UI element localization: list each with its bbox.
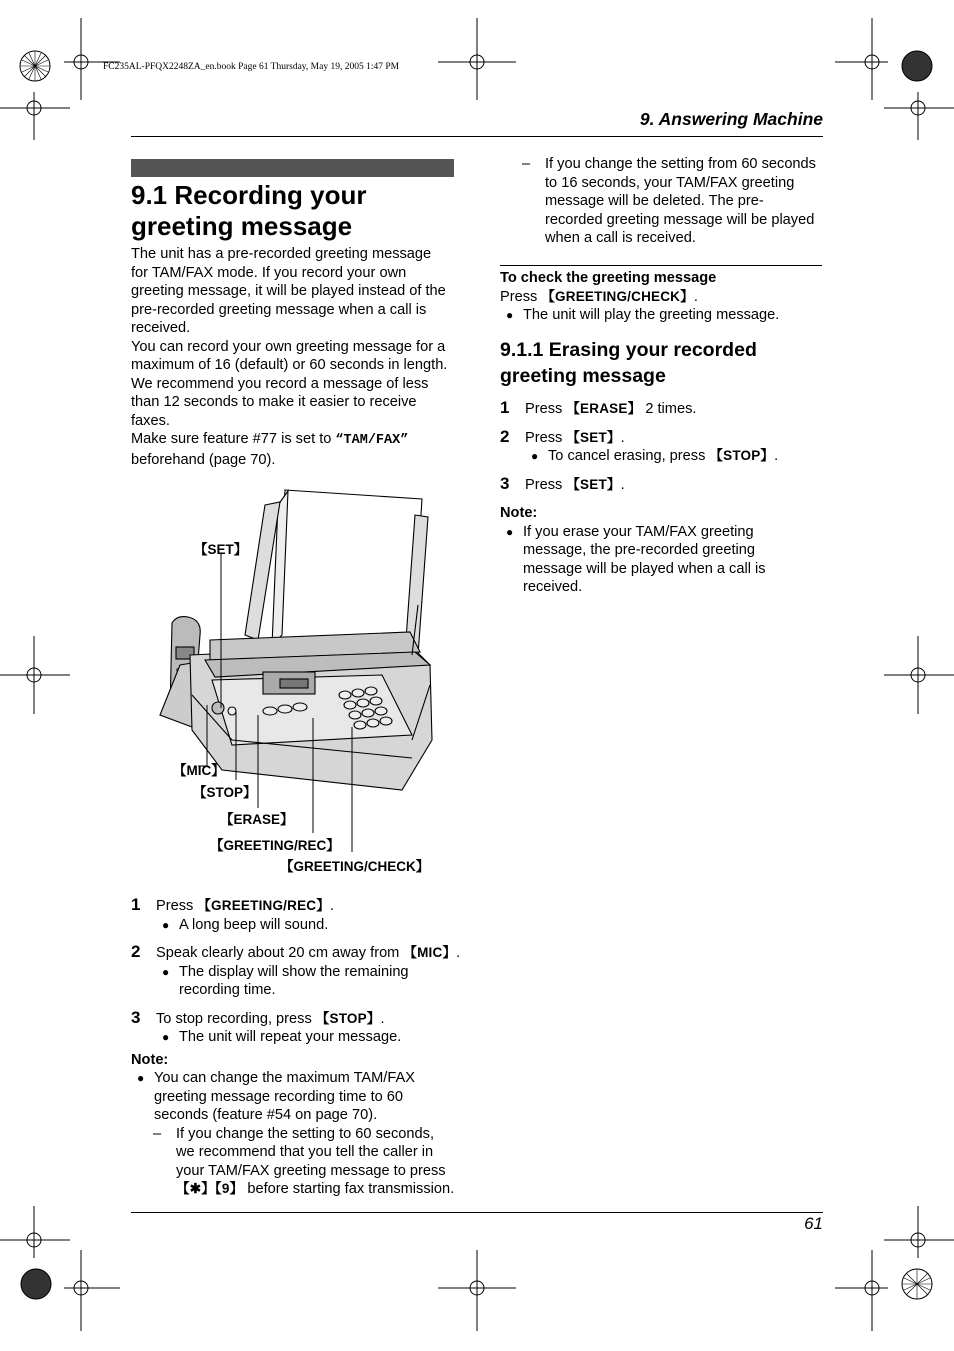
note-right: Note: ● If you erase your TAM/FAX greeting message, the pre-recorded greeting message will be played when a call is received. [500,505,766,595]
footer-rule [131,1212,823,1213]
page-number: 61 [804,1214,823,1233]
check-title: To check the greeting message [500,270,717,286]
label-greeting-rec: 【GREETING/REC】 [210,838,340,853]
erase-step-2: 2 Press 【SET】. ● To cancel erasing, press 【STOP】. [500,426,779,464]
note-left: Note: ● You can change the maximum TAM/FAX greeting message recording time to 60 seconds (feature #54 on page 70). – If you change the setting to 60 seconds, we recommend that you tell the caller in your TAM/FAX greeting message to press 【✱】【9】 before starting fax transmission. [131,1051,455,1197]
chapter-title: 9. Answering Machine [639,109,823,129]
section-title: 9.1 Recording your greeting message [131,180,367,241]
right-dash: – If you change the setting from 60 seconds to 16 seconds, your TAM/FAX greeting message will be deleted. The pre- recorded greeting message will be played when a call is received. [522,156,816,246]
check-rule [500,265,822,266]
steps-right [500,400,830,597]
label-greeting-check: 【GREETING/CHECK】 [280,859,430,874]
step-3: 3 To stop recording, press 【STOP】. ● The unit will repeat your message. [131,1007,402,1045]
intro-text: The unit has a pre-recorded greeting message for TAM/FAX mode. If you record your own greeting message, it will be played instead of the pre-recorded greeting message when a call is received. You can record your own greeting message for a maximum of 16 (default) or 60 seconds in length. We recommend you record a message of less than 12 seconds to make it easier to receive faxes. Make sure feature #77 is set to “TAM/FAX” beforehand (page 70). [131,246,448,468]
label-erase: 【ERASE】 [220,812,294,827]
erase-step-3: 3 Press 【SET】. [500,473,625,493]
erase-step-1: 1 Press 【ERASE】 2 times. [500,398,697,417]
book-info: FC235AL-PFQX2248ZA_en.book Page 61 Thursday, May 19, 2005 1:47 PM [103,62,400,72]
step-1: 1 Press 【GREETING/REC】. ● A long beep will sound. [131,895,334,933]
step-2: 2 Speak clearly about 20 cm away from 【MIC】. ● The display will show the remaining recording time. [131,942,461,998]
subsection-title: 9.1.1 Erasing your recorded greeting message [500,339,757,387]
steps-left [131,897,461,1199]
check-section: To check the greeting message Press 【GREETING/CHECK】. ● The unit will play the greeting message. [500,269,830,325]
label-set: 【SET】 [194,542,248,557]
label-mic: 【MIC】 [173,763,225,778]
label-stop: 【STOP】 [193,785,257,800]
feature-value: “TAM/FAX” [335,433,409,448]
